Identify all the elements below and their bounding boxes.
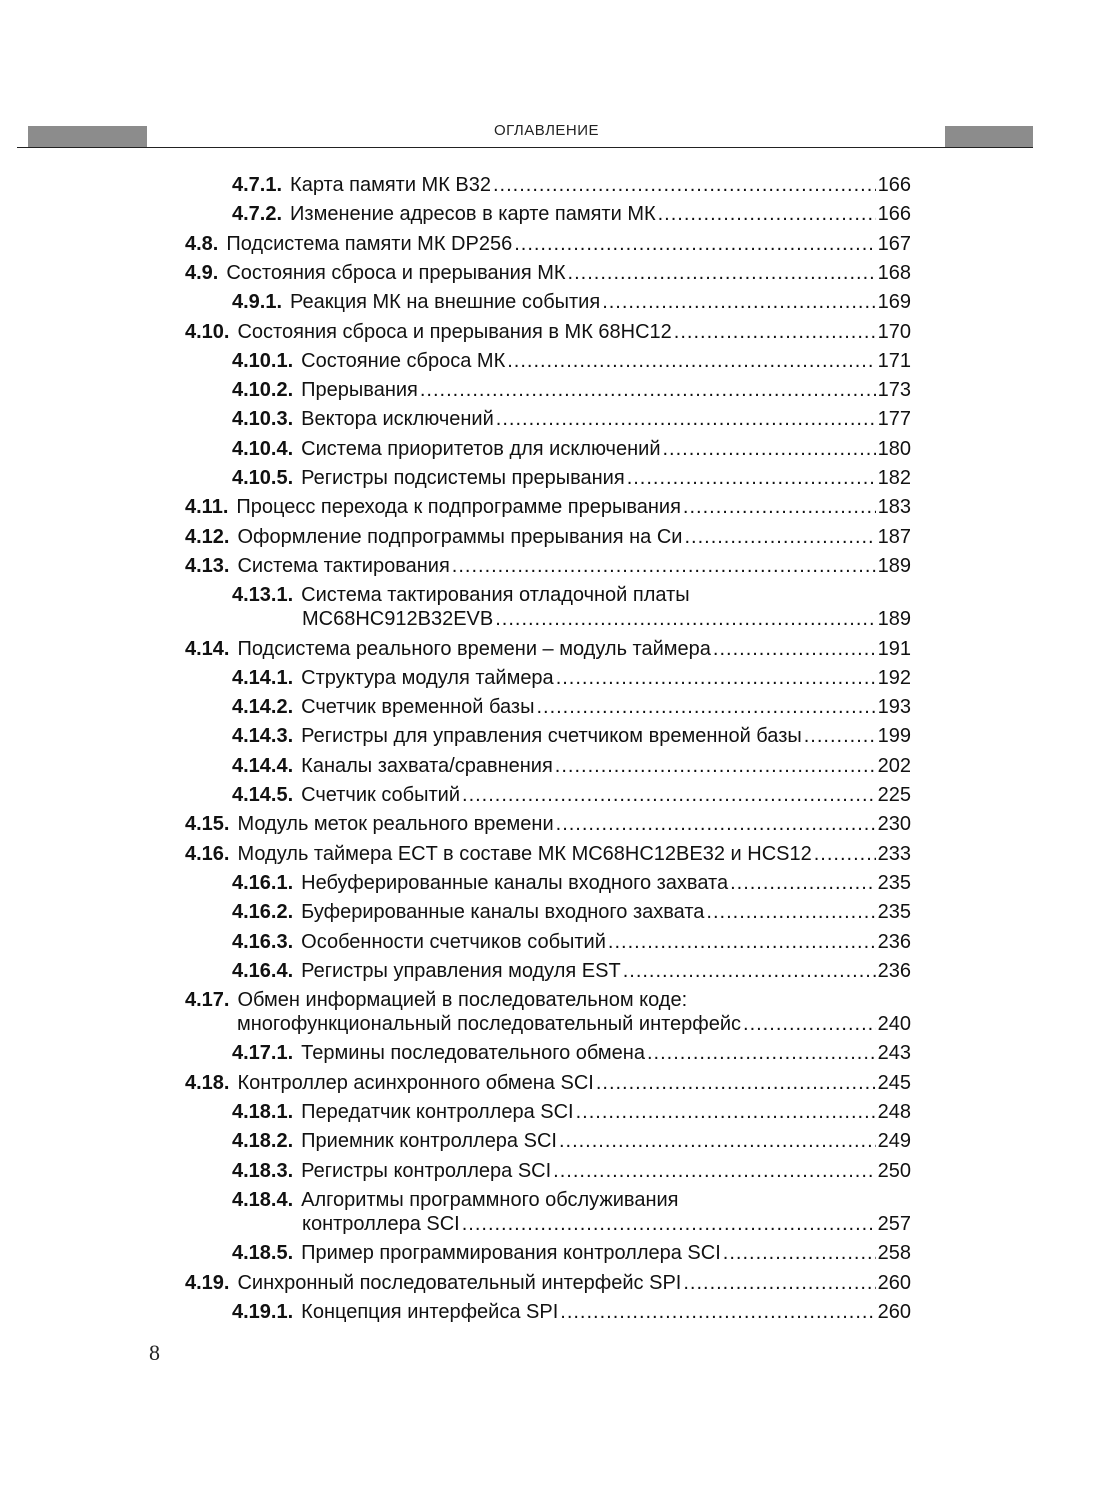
toc-entry (232, 754, 911, 778)
toc-entry (232, 724, 911, 748)
toc-entry (185, 261, 911, 285)
dot-leader (743, 1012, 876, 1036)
toc-entry-title: Состояния сброса и прерывания МК (226, 261, 566, 284)
dot-leader (602, 290, 875, 314)
toc-entry-number: 4.18.4. (232, 1188, 294, 1211)
toc-entry (185, 232, 911, 256)
toc-entry-number: 4.12. (185, 525, 230, 548)
toc-entry-page: 199 (877, 725, 911, 748)
toc-entry-title: Регистры контроллера SCI (301, 1159, 552, 1182)
dot-leader (623, 959, 876, 983)
toc-entry-title-continued: MC68HC912B32EVB (302, 608, 494, 631)
toc-entry-title: Процесс перехода к подпрограмме прерывания (236, 496, 681, 519)
toc-entry-title: Модуль меток реального времени (237, 813, 554, 836)
toc-entry-title: Модуль таймера ECT в составе МК MC68HC12BE32 и HCS12 (237, 842, 812, 865)
toc-entry-page: 230 (877, 813, 911, 836)
toc-entry (185, 1071, 911, 1095)
dot-leader (804, 724, 876, 748)
dot-leader (560, 1300, 875, 1324)
toc-entry-page: 260 (877, 1300, 911, 1323)
toc-entry-page: 191 (877, 637, 911, 660)
dot-leader (462, 783, 876, 807)
toc-entry-title: Структура модуля таймера (301, 666, 554, 689)
toc-entry-page: 235 (877, 871, 911, 894)
dot-leader (514, 232, 875, 256)
toc-entry-number: 4.13.1. (232, 584, 294, 607)
toc-entry-page: 192 (877, 666, 911, 689)
toc-entry-number: 4.19. (185, 1271, 230, 1294)
toc-entry (232, 1129, 911, 1153)
toc-entry-title: Подсистема памяти МК DP256 (226, 232, 513, 255)
toc-entry (232, 959, 911, 983)
toc-entry-number: 4.8. (185, 232, 219, 255)
dot-leader (608, 930, 876, 954)
toc-entry-page: 170 (877, 320, 911, 343)
toc-entry-number: 4.14.5. (232, 784, 294, 806)
toc-entry-page: 167 (877, 232, 911, 255)
toc-entry-page: 168 (877, 261, 911, 284)
toc-entry-title: Синхронный последовательный интерфейс SPI (237, 1271, 682, 1294)
toc-entry-title: Состояние сброса МК (301, 349, 506, 372)
toc-entry (232, 1188, 911, 1236)
toc-entry-page: 225 (877, 784, 911, 806)
dot-leader (576, 1100, 876, 1124)
page-header-title: ОГЛАВЛЕНИЕ (493, 122, 600, 139)
toc-entry-number: 4.19.1. (232, 1300, 294, 1323)
toc-entry-title: Термины последовательного обмена (301, 1042, 645, 1065)
toc-entry-title: Особенности счетчиков событий (301, 930, 606, 953)
toc-entry-number: 4.14. (185, 637, 230, 660)
toc-entry (232, 783, 911, 807)
toc-entry-number: 4.9.1. (232, 291, 283, 314)
toc-entry (232, 437, 911, 461)
toc-entry-page: 250 (877, 1159, 911, 1182)
toc-entry (185, 320, 911, 344)
toc-entry (232, 466, 911, 490)
toc-entry-number: 4.11. (185, 496, 229, 519)
toc-entry-title: Счетчик временной базы (301, 696, 535, 719)
toc-entry-page: 257 (877, 1212, 911, 1235)
toc-entry-title: Концепция интерфейса SPI (301, 1300, 559, 1323)
dot-leader (674, 320, 876, 344)
toc-entry-title: Алгоритмы программного обслуживания (301, 1188, 679, 1211)
toc-entry-number: 4.18.3. (232, 1159, 294, 1182)
toc-entry (185, 637, 911, 661)
toc-entry-page: 166 (877, 174, 911, 196)
toc-entry (232, 900, 911, 924)
toc-entry-title: Приемник контроллера SCI (301, 1130, 557, 1153)
toc-entry-title: Регистры подсистемы прерывания (301, 467, 625, 489)
toc-entry-title: Контроллер асинхронного обмена SCI (237, 1071, 594, 1094)
toc-entry-title: Пример программирования контроллера SCI (301, 1242, 721, 1265)
dot-leader (493, 173, 876, 197)
toc-entry (185, 988, 911, 1036)
toc-entry (232, 290, 911, 314)
toc-entry-page: 233 (877, 842, 911, 865)
toc-entry-title: Каналы захвата/сравнения (301, 754, 553, 777)
dot-leader (495, 607, 875, 631)
toc-entry-number: 4.10.1. (232, 349, 294, 372)
toc-entry-number: 4.9. (185, 261, 219, 284)
toc-entry-number: 4.10.4. (232, 437, 294, 460)
toc-entry-number: 4.13. (185, 554, 230, 577)
toc-entry-number: 4.18.5. (232, 1242, 294, 1265)
toc-entry-title: Регистры управления модуля EST (301, 959, 621, 982)
dot-leader (556, 666, 876, 690)
toc-entry-page: 182 (877, 467, 911, 489)
toc-entry-title: Карта памяти МК B32 (290, 174, 491, 196)
toc-entry-page: 258 (877, 1242, 911, 1265)
toc-entry-number: 4.16.4. (232, 959, 294, 982)
toc-entry (232, 695, 911, 719)
toc-entry-title: Подсистема реального времени – модуль таймера (237, 637, 711, 660)
toc-entry-page: 189 (877, 554, 911, 577)
toc-entry-number: 4.14.3. (232, 725, 294, 748)
toc-entry-title-continued: контроллера SCI (302, 1212, 460, 1235)
toc-entry-page: 177 (877, 408, 911, 431)
dot-leader (507, 349, 875, 373)
toc-entry (185, 842, 911, 866)
toc-entry-number: 4.10.2. (232, 379, 294, 402)
toc-entry-page: 173 (877, 379, 911, 402)
toc-entry-number: 4.16. (185, 842, 230, 865)
dot-leader (814, 842, 876, 866)
toc-entry-page: 235 (877, 901, 911, 924)
toc-entry-page: 245 (877, 1071, 911, 1094)
toc-entry-title: Небуферированные каналы входного захвата (301, 871, 729, 894)
toc-entry-title: Оформление подпрограммы прерывания на Си (237, 525, 683, 548)
dot-leader (553, 1159, 875, 1183)
page-number: 8 (149, 1340, 160, 1365)
toc-entry-number: 4.17. (185, 989, 230, 1012)
dot-leader (536, 695, 875, 719)
toc-entry-title: Изменение адресов в карте памяти МК (290, 203, 656, 226)
toc-entry-number: 4.16.1. (232, 871, 294, 894)
dot-leader (723, 1241, 876, 1265)
toc-entry-number: 4.10.3. (232, 408, 294, 431)
toc-entry-title: Состояния сброса и прерывания в МК 68HC12 (237, 320, 672, 343)
toc-entry-title: Прерывания (301, 379, 418, 402)
toc-entry (232, 1241, 911, 1265)
dot-leader (706, 900, 875, 924)
toc-entry-number: 4.18.2. (232, 1130, 294, 1153)
dot-leader (647, 1041, 876, 1065)
toc-entry (185, 554, 911, 578)
dot-leader (596, 1071, 876, 1095)
toc-entry (185, 525, 911, 549)
toc-entry (232, 1300, 911, 1324)
toc-entry-number: 4.15. (185, 813, 230, 836)
toc-entry (232, 1159, 911, 1183)
toc-entry (232, 378, 911, 402)
toc-entry (232, 173, 911, 197)
toc-entry-number: 4.16.3. (232, 930, 294, 953)
toc-entry-page: 187 (877, 525, 911, 548)
toc-entry-number: 4.17.1. (232, 1042, 294, 1065)
toc-entry-title: Система тактирования отладочной платы (301, 584, 690, 607)
dot-leader (713, 637, 876, 661)
toc-entry (185, 812, 911, 836)
header-rule (17, 147, 1033, 148)
toc-entry-number: 4.10. (185, 320, 230, 343)
toc-entry (185, 1271, 911, 1295)
dot-leader (568, 261, 876, 285)
toc-entry-number: 4.18.1. (232, 1101, 294, 1123)
toc-entry-title-continued: многофункциональный последовательный интерфейс (237, 1013, 742, 1036)
toc-entry-title: Буферированные каналы входного захвата (301, 901, 705, 924)
toc-entry-number: 4.7.1. (232, 174, 283, 196)
toc-entry-title: Регистры для управления счетчиком временной базы (301, 725, 802, 748)
toc-entry-title: Система тактирования (237, 554, 450, 577)
toc-entry-title: Обмен информацией в последовательном коде: (237, 989, 688, 1012)
toc-entry-page: 183 (877, 496, 911, 519)
dot-leader (559, 1129, 876, 1153)
dot-leader (462, 1212, 876, 1236)
dot-leader (730, 871, 876, 895)
toc-entry-number: 4.16.2. (232, 901, 294, 924)
toc-entry-page: 243 (877, 1042, 911, 1065)
dot-leader (555, 754, 876, 778)
toc-entry (232, 1100, 911, 1124)
dot-leader (683, 495, 876, 519)
toc-entry-page: 248 (877, 1101, 911, 1123)
toc-entry-number: 4.18. (185, 1071, 230, 1094)
dot-leader (496, 407, 876, 431)
toc-entry-page: 180 (877, 437, 911, 460)
toc-entry (232, 202, 911, 226)
toc-entry (232, 1041, 911, 1065)
toc-entry (232, 583, 911, 631)
toc-entry-title: Вектора исключений (301, 408, 494, 431)
toc-entry-number: 4.14.4. (232, 754, 294, 777)
dot-leader (452, 554, 876, 578)
dot-leader (420, 378, 876, 402)
toc-entry-number: 4.10.5. (232, 467, 294, 489)
toc-entry-title: Система приоритетов для исключений (301, 437, 661, 460)
toc-entry-page: 240 (877, 1013, 911, 1036)
toc-entry-page: 249 (877, 1130, 911, 1153)
toc-entry-title: Счетчик событий (301, 784, 461, 806)
dot-leader (658, 202, 876, 226)
toc-entry-page: 171 (877, 349, 911, 372)
toc-entry-page: 236 (877, 930, 911, 953)
toc-entry-number: 4.14.2. (232, 696, 294, 719)
toc-entry-title: Реакция МК на внешние события (290, 291, 601, 314)
toc-entry-page: 202 (877, 754, 911, 777)
toc-entry-page: 193 (877, 696, 911, 719)
toc-entry-page: 260 (877, 1271, 911, 1294)
dot-leader (684, 525, 875, 549)
toc-entry-page: 236 (877, 959, 911, 982)
toc-entry (232, 349, 911, 373)
toc-entry-title: Передатчик контроллера SCI (301, 1101, 574, 1123)
dot-leader (663, 437, 876, 461)
toc-entry (232, 407, 911, 431)
toc-entry (232, 930, 911, 954)
dot-leader (683, 1271, 875, 1295)
toc-entry (185, 495, 911, 519)
toc-entry-page: 169 (877, 291, 911, 314)
toc-entry-page: 166 (877, 203, 911, 226)
toc-entry-number: 4.7.2. (232, 203, 283, 226)
dot-leader (627, 466, 876, 490)
toc-entry-page: 189 (877, 608, 911, 631)
toc-entry (232, 871, 911, 895)
toc-entry (232, 666, 911, 690)
dot-leader (556, 812, 876, 836)
toc-entry-number: 4.14.1. (232, 666, 294, 689)
